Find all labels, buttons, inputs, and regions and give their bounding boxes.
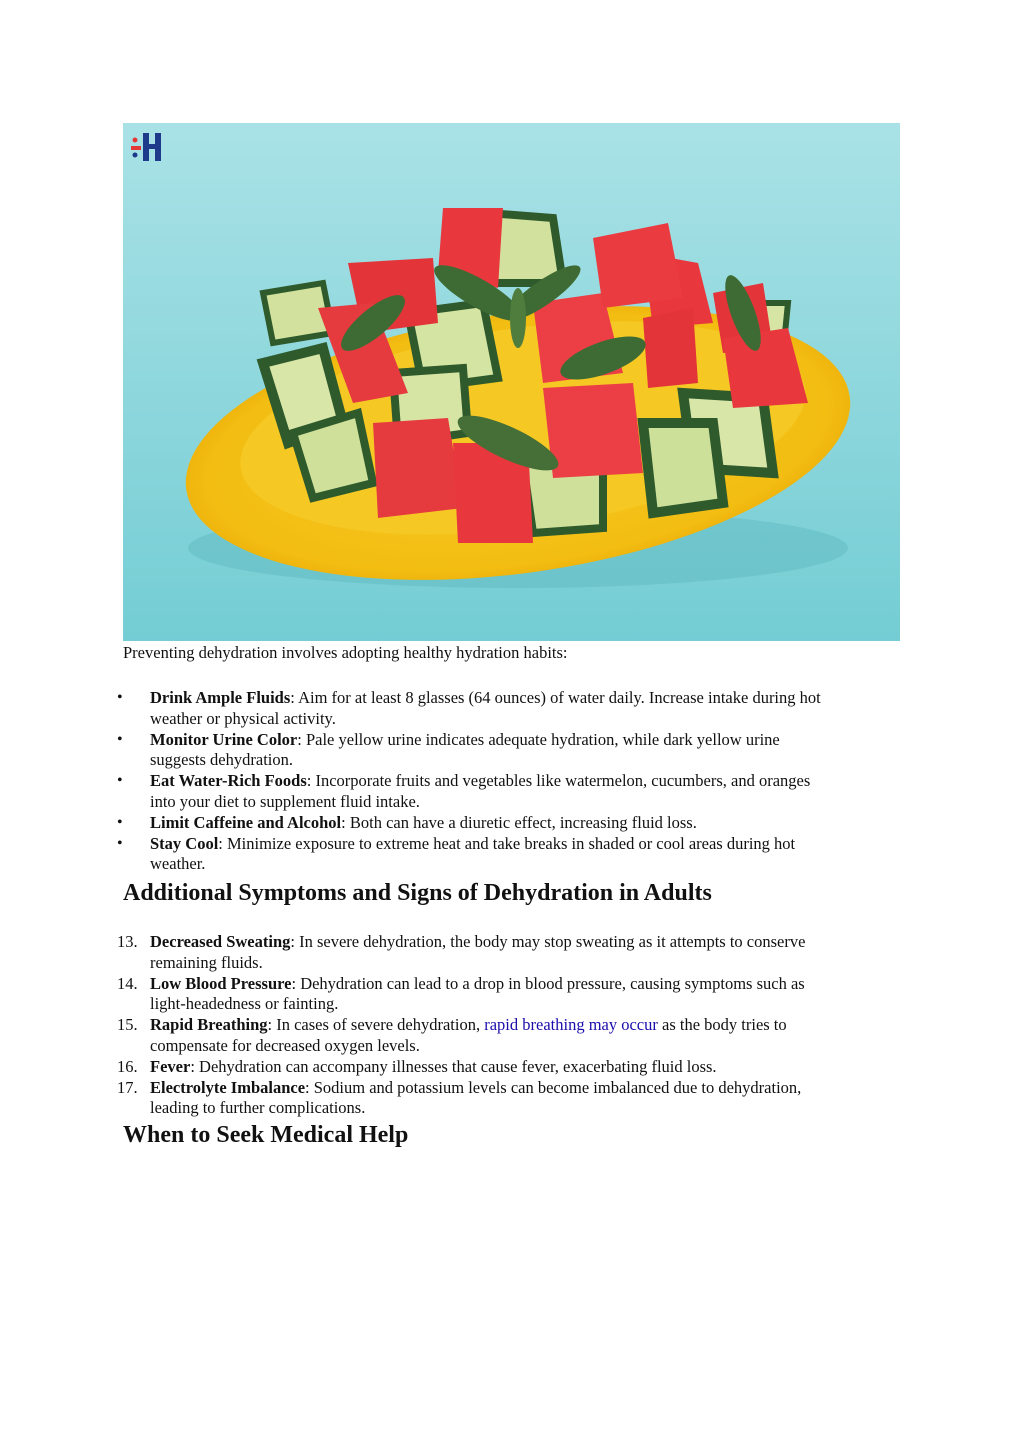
hydration-habits-list	[0, 688, 900, 875]
item-title: Stay Cool	[150, 833, 219, 853]
item-title: Eat Water-Rich Foods	[150, 771, 307, 791]
item-title: Limit Caffeine and Alcohol	[150, 812, 342, 832]
item-title: Low Blood Pressure	[150, 973, 292, 993]
list-item: 15. Rapid Breathing: In cases of severe dehydration, rapid breathing may occur as the body tries to compensate for decreased oxygen levels.	[117, 1015, 787, 1055]
salad-photo	[123, 123, 900, 641]
intro-text: Preventing dehydration involves adopting healthy hydration habits:	[123, 643, 568, 662]
list-item: • Stay Cool: Minimize exposure to extreme heat and take breaks in shaded or cool areas during hot weather.	[0, 834, 900, 876]
item-title: Rapid Breathing	[150, 1015, 268, 1035]
list-item: 16. Fever: Dehydration can accompany illnesses that cause fever, exacerbating fluid loss.	[117, 1056, 717, 1076]
symptoms-heading: Additional Symptoms and Signs of Dehydration in Adults	[123, 880, 712, 906]
list-item: 13. Decreased Sweating: In severe dehydration, the body may stop sweating as it attempts to conserve remaining fluids.	[117, 932, 806, 972]
list-item: 17. Electrolyte Imbalance: Sodium and potassium levels can become imbalanced due to dehydration, leading to further complications.	[117, 1077, 802, 1118]
list-item: • Eat Water-Rich Foods: Incorporate fruits and vegetables like watermelon, cucumbers, and oranges into your diet to supplement fluid intake.	[0, 771, 900, 813]
list-item: 14. Low Blood Pressure: Dehydration can lead to a drop in blood pressure, causing symptoms such as light-headedness or fainting.	[117, 973, 805, 1014]
item-title: Electrolyte Imbalance	[150, 1077, 306, 1097]
symptoms-list	[0, 932, 900, 1119]
item-title: Drink Ample Fluids	[150, 688, 291, 707]
item-title: Decreased Sweating	[150, 932, 291, 951]
list-item: • Limit Caffeine and Alcohol: Both can have a diuretic effect, increasing fluid loss.	[0, 813, 900, 834]
medical-help-heading: When to Seek Medical Help	[123, 1122, 409, 1148]
list-item: • Drink Ample Fluids: Aim for at least 8 glasses (64 ounces) of water daily. Increase intake during hot weather or physical activity.	[0, 688, 900, 730]
item-title: Monitor Urine Color	[150, 729, 298, 749]
rapid-breathing-link[interactable]: rapid breathing may occur	[484, 1015, 658, 1035]
list-item: • Monitor Urine Color: Pale yellow urine indicates adequate hydration, while dark yellow urine suggests dehydration.	[0, 730, 900, 772]
salad-illustration	[123, 123, 900, 641]
item-title: Fever	[150, 1056, 191, 1076]
